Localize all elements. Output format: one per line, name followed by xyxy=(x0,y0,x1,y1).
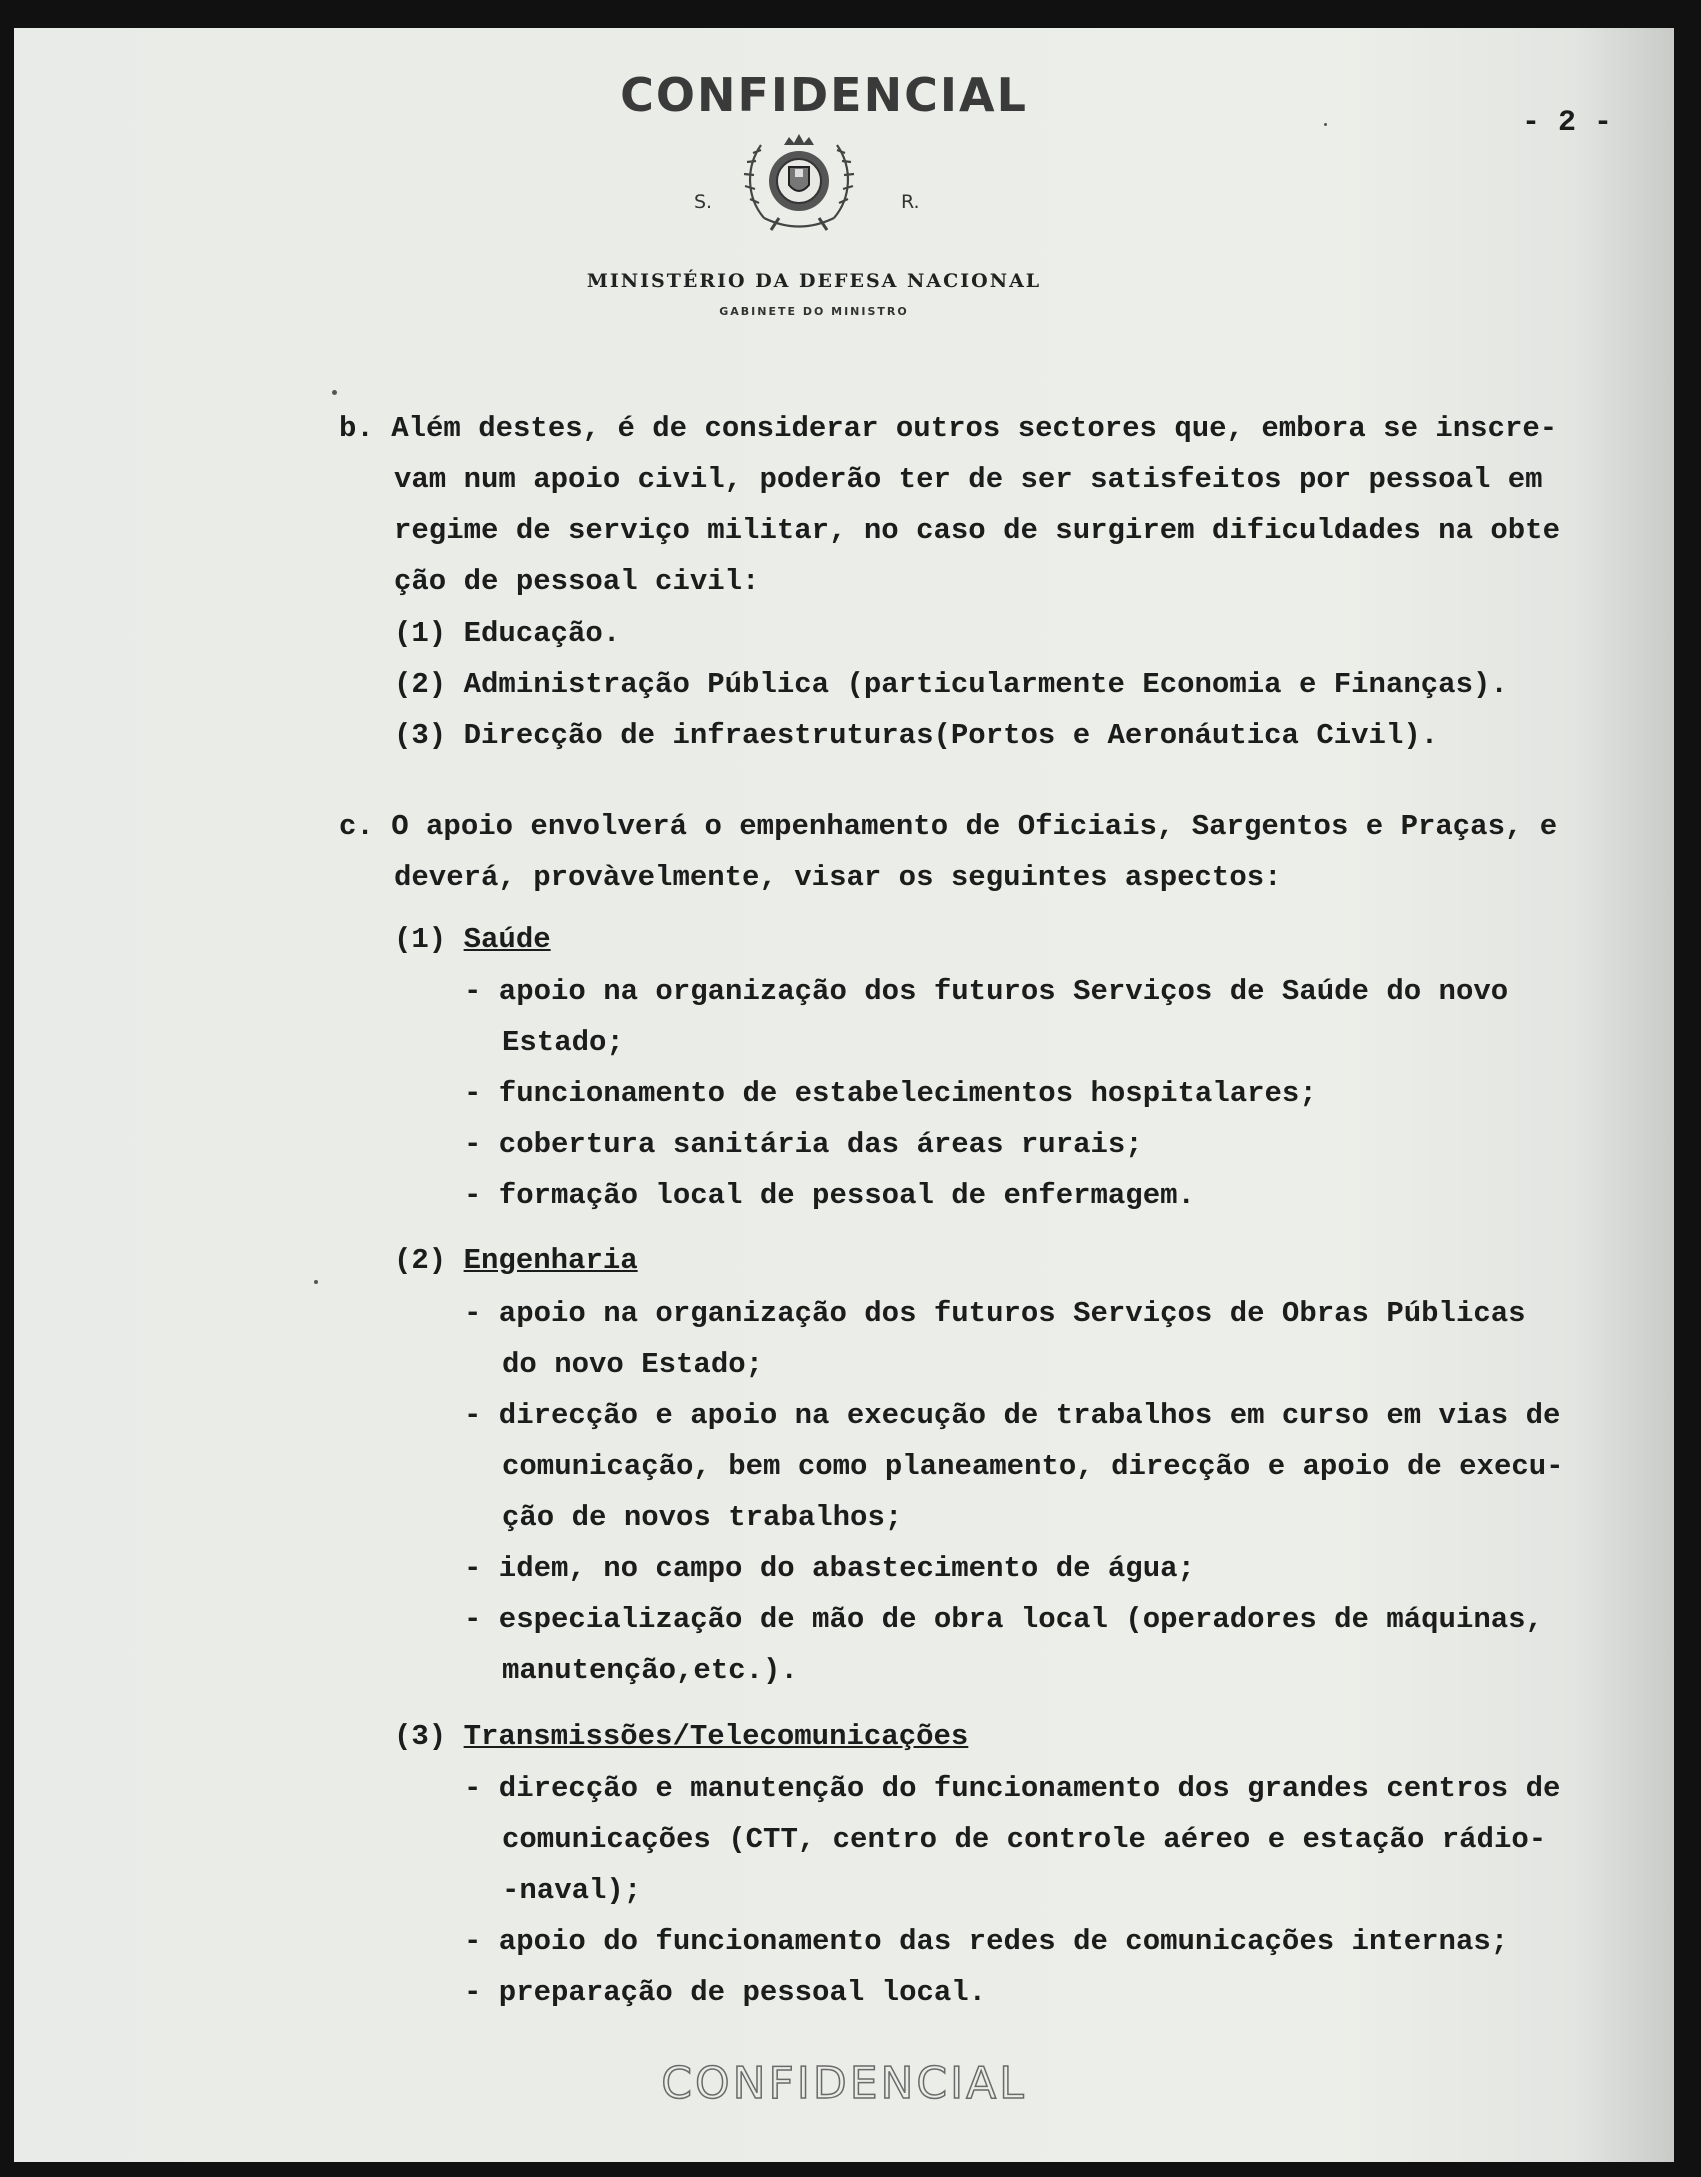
subsection-number: (3) xyxy=(394,1720,447,1753)
list-item: - funcionamento de estabelecimentos hospitalares; xyxy=(464,1077,1317,1110)
text-line: Estado; xyxy=(502,1026,624,1059)
list-item: (3) Direcção de infraestruturas(Portos e Aeronáutica Civil). xyxy=(394,719,1439,752)
text-line: c. O apoio envolverá o empenhamento de Oficiais, Sargentos e Praças, e xyxy=(339,810,1558,843)
cabinet-name: GABINETE DO MINISTRO xyxy=(719,305,909,318)
subsection-number: (2) xyxy=(394,1244,447,1277)
crest-right-letter: R. xyxy=(901,191,920,213)
list-item: (1) Educação. xyxy=(394,617,621,650)
list-item: - apoio na organização dos futuros Serviços de Saúde do novo xyxy=(464,975,1509,1008)
ministry-name: MINISTÉRIO DA DEFESA NACIONAL xyxy=(586,270,1042,292)
list-item: - apoio do funcionamento das redes de comunicações internas; xyxy=(464,1925,1509,1958)
list-item: - idem, no campo do abastecimento de água; xyxy=(464,1552,1195,1585)
scan-speck xyxy=(314,1280,318,1284)
text-line: deverá, provàvelmente, visar os seguintes aspectos: xyxy=(394,861,1282,894)
text-line: ção de pessoal civil: xyxy=(394,565,760,598)
text-line: -naval); xyxy=(502,1874,642,1907)
list-item: - apoio na organização dos futuros Serviços de Obras Públicas xyxy=(464,1297,1526,1330)
subsection-title: Transmissões/Telecomunicações xyxy=(463,1720,969,1753)
list-item: - preparação de pessoal local. xyxy=(464,1976,987,2009)
classification-stamp-bottom: CONFIDENCIAL xyxy=(661,2058,1027,2109)
letterhead xyxy=(534,123,1094,343)
crest-left-letter: S. xyxy=(694,191,713,213)
list-item: - formação local de pessoal de enfermagem. xyxy=(464,1179,1195,1212)
text-line: do novo Estado; xyxy=(502,1348,764,1381)
scan-speck xyxy=(332,390,337,395)
list-item: - direcção e manutenção do funcionamento dos grandes centros de xyxy=(464,1772,1561,1805)
text-line: b. Além destes, é de considerar outros sectores que, embora se inscre- xyxy=(339,412,1558,445)
subsection-number: (1) xyxy=(394,923,447,956)
portuguese-coat-of-arms-icon xyxy=(739,123,859,243)
text-line: ção de novos trabalhos; xyxy=(502,1501,903,1534)
text-line: regime de serviço militar, no caso de surgirem dificuldades na obte xyxy=(394,514,1560,547)
text-line: vam num apoio civil, poderão ter de ser satisfeitos por pessoal em xyxy=(394,463,1543,496)
list-item: (2) Administração Pública (particularmente Economia e Finanças). xyxy=(394,668,1508,701)
subsection-title: Engenharia xyxy=(463,1244,638,1277)
list-item: - cobertura sanitária das áreas rurais; xyxy=(464,1128,1143,1161)
subsection-heading-engenharia xyxy=(394,1235,638,1286)
subsection-heading-saude xyxy=(394,914,551,965)
document-page xyxy=(14,28,1674,2162)
text-line: comunicação, bem como planeamento, direcção e apoio de execu- xyxy=(502,1450,1564,1483)
classification-stamp-top: CONFIDENCIAL xyxy=(620,68,1028,122)
text-line: comunicações (CTT, centro de controle aéreo e estação rádio- xyxy=(502,1823,1547,1856)
list-item: - direcção e apoio na execução de trabalhos em curso em vias de xyxy=(464,1399,1561,1432)
page-number: - 2 - xyxy=(1522,106,1613,140)
text-line: manutenção,etc.). xyxy=(502,1654,798,1687)
subsection-heading-transmissoes xyxy=(394,1711,968,1762)
list-item: - especialização de mão de obra local (operadores de máquinas, xyxy=(464,1603,1543,1636)
scan-speck xyxy=(1324,123,1327,126)
subsection-title: Saúde xyxy=(463,923,551,956)
